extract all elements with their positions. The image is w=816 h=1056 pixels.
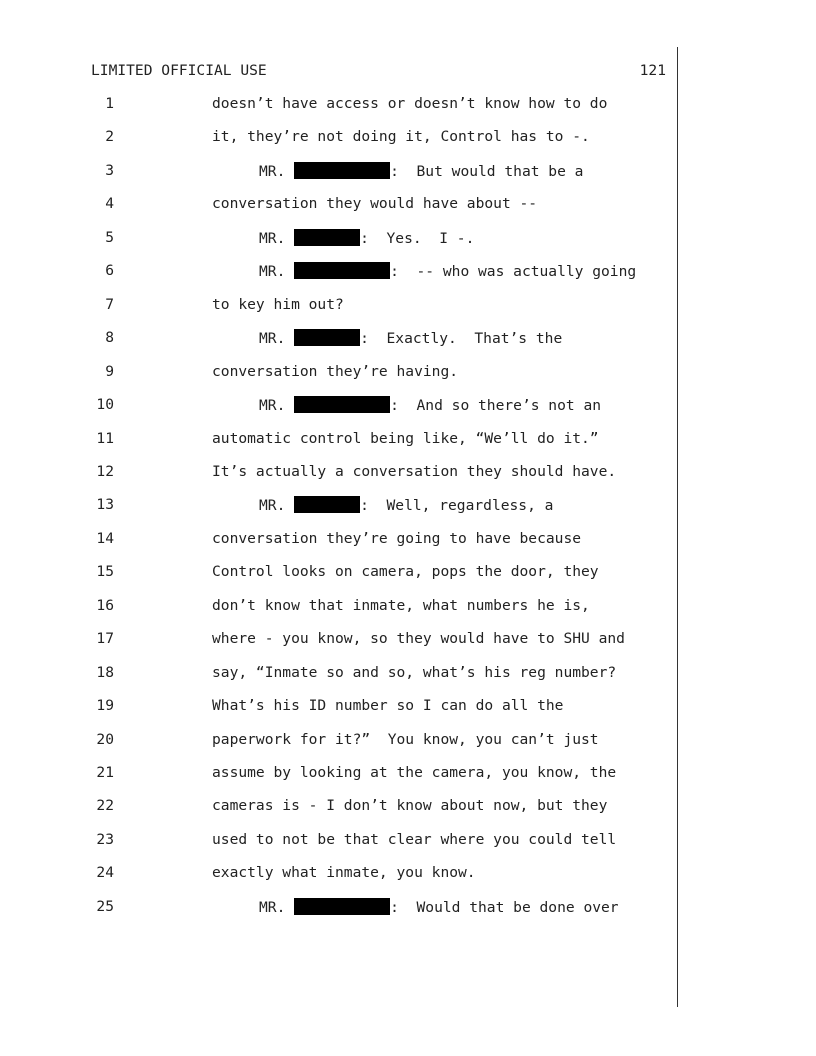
- line-text: [212, 731, 599, 748]
- speaker-label: MR.: [259, 263, 286, 281]
- transcript-line: [0, 329, 816, 349]
- line-text: [212, 797, 607, 814]
- line-text: [212, 363, 458, 380]
- line-content: don’t know that inmate, what numbers he is,: [212, 596, 590, 614]
- line-number: 10: [96, 396, 114, 414]
- redaction-box: [294, 262, 390, 279]
- line-text: [212, 95, 607, 112]
- line-number: 14: [96, 529, 114, 547]
- line-number: 18: [96, 663, 114, 681]
- transcript-line: [0, 664, 816, 684]
- line-number: 23: [96, 830, 114, 848]
- transcript-line: [0, 563, 816, 583]
- transcript-line: [0, 430, 816, 450]
- line-content: paperwork for it?” You know, you can’t just: [212, 730, 599, 748]
- line-text: [259, 262, 636, 280]
- transcript-line: [0, 229, 816, 249]
- line-number: 12: [96, 462, 114, 480]
- transcript-line: [0, 764, 816, 784]
- line-content: : Yes. I -.: [360, 229, 475, 247]
- line-number: 9: [105, 362, 114, 380]
- redaction-box: [294, 396, 390, 413]
- line-content: : Exactly. That’s the: [360, 330, 563, 348]
- line-content: where - you know, so they would have to SHU and: [212, 630, 625, 648]
- line-text: [212, 864, 476, 881]
- line-number: 7: [105, 295, 114, 313]
- transcript-line: [0, 630, 816, 650]
- transcript-line: [0, 898, 816, 918]
- transcript-line: [0, 530, 816, 550]
- page-number: 121: [639, 62, 666, 79]
- transcript-line: [0, 797, 816, 817]
- line-content: conversation they would have about --: [212, 195, 538, 213]
- line-content: : Would that be done over: [390, 898, 619, 916]
- line-number: 4: [105, 195, 114, 213]
- line-content: : Well, regardless, a: [360, 497, 554, 515]
- transcript-line: [0, 195, 816, 215]
- line-text: [212, 563, 599, 580]
- speaker-label: MR.: [259, 229, 286, 247]
- transcript-line: [0, 162, 816, 182]
- transcript-line: [0, 496, 816, 516]
- line-text: [212, 296, 344, 313]
- line-number: 22: [96, 797, 114, 815]
- line-number: 5: [105, 228, 114, 246]
- speaker-label: MR.: [259, 497, 286, 515]
- line-text: [212, 128, 590, 145]
- line-content: What’s his ID number so I can do all the: [212, 697, 564, 715]
- line-number: 6: [105, 262, 114, 280]
- line-content: It’s actually a conversation they should have.: [212, 462, 617, 480]
- line-content: conversation they’re having.: [212, 362, 459, 380]
- line-content: Control looks on camera, pops the door, they: [212, 563, 599, 581]
- transcript-line: [0, 363, 816, 383]
- transcript-line: [0, 396, 816, 416]
- line-text: [259, 162, 583, 180]
- transcript-line: [0, 697, 816, 717]
- transcript-line: [0, 463, 816, 483]
- line-content: cameras is - I don’t know about now, but they: [212, 797, 608, 815]
- redaction-box: [294, 229, 360, 246]
- line-content: conversation they’re going to have because: [212, 529, 582, 547]
- line-content: automatic control being like, “We’ll do it.”: [212, 429, 599, 447]
- speaker-label: MR.: [259, 330, 286, 348]
- right-margin-rule: [677, 47, 678, 1007]
- line-content: doesn’t have access or doesn’t know how to do: [212, 95, 608, 112]
- line-number: 24: [96, 864, 114, 882]
- transcript-line: [0, 128, 816, 148]
- transcript-line: [0, 831, 816, 851]
- line-content: it, they’re not doing it, Control has to -.: [212, 128, 590, 146]
- speaker-label: MR.: [259, 898, 286, 916]
- line-number: 11: [96, 429, 114, 447]
- line-number: 2: [105, 128, 114, 146]
- line-content: used to not be that clear where you could tell: [212, 830, 617, 848]
- redaction-box: [294, 329, 360, 346]
- line-text: [212, 430, 599, 447]
- redaction-box: [294, 162, 390, 179]
- line-content: : But would that be a: [390, 162, 584, 180]
- line-text: [259, 329, 562, 347]
- transcript-line: [0, 262, 816, 282]
- line-number: 8: [105, 329, 114, 347]
- line-number: 3: [105, 161, 114, 179]
- line-text: [212, 195, 537, 212]
- transcript-line: [0, 731, 816, 751]
- line-text: [212, 664, 616, 681]
- line-number: 25: [96, 897, 114, 915]
- classification-header: LIMITED OFFICIAL USE: [91, 62, 267, 79]
- line-text: [259, 496, 553, 514]
- line-text: [212, 697, 563, 714]
- line-text: [259, 898, 619, 916]
- line-text: [212, 764, 616, 781]
- line-content: exactly what inmate, you know.: [212, 864, 476, 882]
- transcript-line: [0, 95, 816, 115]
- line-number: 1: [105, 95, 114, 112]
- line-text: [259, 229, 474, 247]
- line-content: : -- who was actually going: [390, 263, 637, 281]
- transcript-line: [0, 597, 816, 617]
- line-text: [212, 530, 581, 547]
- line-content: : And so there’s not an: [390, 397, 602, 415]
- line-text: [212, 831, 616, 848]
- transcript-line: [0, 296, 816, 316]
- line-number: 21: [96, 764, 114, 781]
- line-number: 13: [96, 496, 114, 514]
- transcript-line: [0, 864, 816, 884]
- line-text: [212, 597, 590, 614]
- line-content: say, “Inmate so and so, what’s his reg number?: [212, 663, 617, 681]
- redaction-box: [294, 496, 360, 513]
- line-number: 19: [96, 697, 114, 715]
- line-content: to key him out?: [212, 295, 344, 313]
- line-text: [212, 463, 616, 480]
- line-text: [212, 630, 625, 647]
- speaker-label: MR.: [259, 162, 286, 180]
- line-number: 15: [96, 563, 114, 581]
- line-content: assume by looking at the camera, you know, the: [212, 764, 617, 781]
- line-number: 16: [96, 596, 114, 614]
- speaker-label: MR.: [259, 397, 286, 415]
- redaction-box: [294, 898, 390, 915]
- line-number: 20: [96, 730, 114, 748]
- line-number: 17: [96, 630, 114, 648]
- line-text: [259, 396, 601, 414]
